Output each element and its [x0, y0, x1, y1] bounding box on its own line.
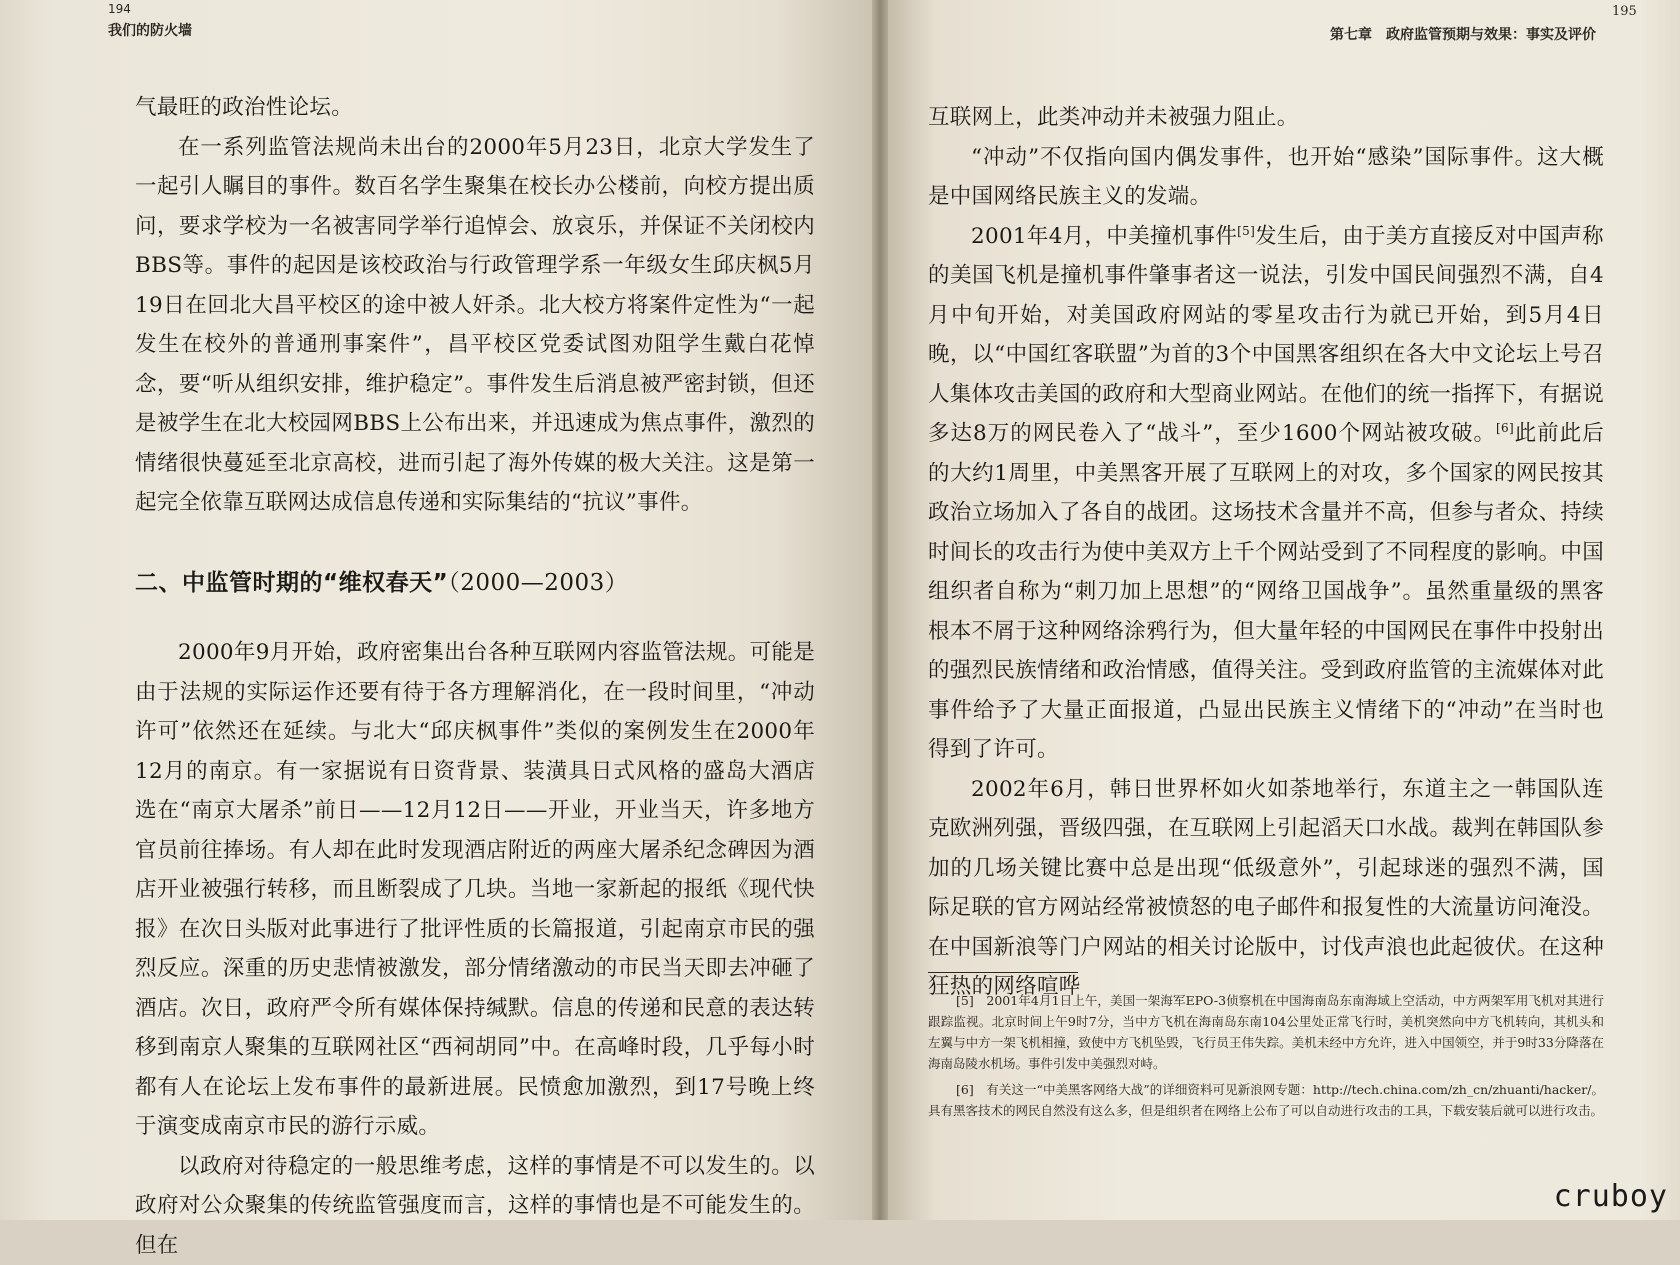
- paragraph: 2000年9月开始，政府密集出台各种互联网内容监管法规。可能是由于法规的实际运作还要有待于各方理解消化，在一段时间里，“冲动许可”依然还在延续。与北大“邱庆枫事件”类似的案例发生在2000年12月的南京。有一家据说有日资背景、装潢具日式风格的盛岛大酒店选在“南京大屠杀”前日——12月12日——开业，开业当天，许多地方官员前往捧场。有人却在此时发现酒店附近的两座大屠杀纪念碑因为酒店开业被强行转移，而且断裂成了几块。当地一家新起的报纸《现代快报》在次日头版对此事进行了批评性质的长篇报道，引起南京市民的强烈反应。深重的历史悲情被激发，部分情绪激动的市民当天即去冲砸了酒店。次日，政府严令所有媒体保持缄默。信息的传递和民意的表达转移到南京人聚集的互联网社区“西祠胡同”中。在高峰时段，几乎每小时都有人在论坛上发布事件的最新进展。民愤愈加激烈，到17号晚上终于演变成南京市民的游行示威。: [135, 633, 815, 1147]
- watermark: cruboy: [1554, 1179, 1668, 1214]
- right-body: [928, 98, 1604, 1007]
- paragraph: 互联网上，此类冲动并未被强力阻止。: [928, 98, 1604, 138]
- paragraph: 以政府对待稳定的一般思维考虑，这样的事情是不可以发生的。以政府对公众聚集的传统监管强度而言，这样的事情也是不可能发生的。但在: [135, 1147, 815, 1265]
- right-page-number: 195: [1612, 4, 1637, 19]
- footnote-ref-6[interactable]: [6]: [1496, 421, 1514, 435]
- section-heading-text: 二、中监管时期的“维权春天”: [135, 570, 448, 596]
- section-heading-years: （2000—2003）: [448, 570, 628, 596]
- right-running-title: 第七章 政府监管预期与效果：事实及评价: [1330, 24, 1596, 44]
- footnote-rule: [928, 972, 1078, 973]
- footnotes: [928, 990, 1604, 1126]
- footnote-6: [6] 有关这一“中美黑客网络大战”的详细资料可见新浪网专题：http://tech.china.com/zh_cn/zhuanti/hacker/。具有黑客技术的网民自然没有这么多，但是组织者在网络上公布了可以自动进行攻击的工具，下载安装后就可以进行攻击。: [928, 1079, 1604, 1121]
- left-page-number: 194: [108, 2, 131, 16]
- paragraph: 在一系列监管法规尚未出台的2000年5月23日，北京大学发生了一起引人瞩目的事件。数百名学生聚集在校长办公楼前，向校方提出质问，要求学校为一名被害同学举行追悼会、放哀乐，并保证不关闭校内BBS等。事件的起因是该校政治与行政管理学系一年级女生邱庆枫5月19日在回北大昌平校区的途中被人奸杀。北大校方将案件定性为“一起发生在校外的普通刑事案件”，昌平校区党委试图劝阻学生戴白花悼念，要“听从组织安排，维护稳定”。事件发生后消息被严密封锁，但还是被学生在北大校园网BBS上公布出来，并迅速成为焦点事件，激烈的情绪很快蔓延至北京高校，进而引起了海外传媒的极大关注。这是第一起完全依靠互联网达成信息传递和实际集结的“抗议”事件。: [135, 128, 815, 523]
- footnote-5: [5] 2001年4月1日上午，美国一架海军EPO-3侦察机在中国海南岛东南海域上空活动，中方两架军用飞机对其进行跟踪监视。北京时间上午9时7分，当中方飞机在海南岛东南104公里处正常飞行时，美机突然向中方飞机转向，其机头和左翼与中方一架飞机相撞，致使中方飞机坠毁，飞行员王伟失踪。美机未经中方允许，进入中国领空，并于9时33分降落在海南岛陵水机场。事件引发中美强烈对峙。: [928, 990, 1604, 1074]
- paragraph: “冲动”不仅指向国内偶发事件，也开始“感染”国际事件。这大概是中国网络民族主义的发端。: [928, 138, 1604, 217]
- paragraph-text: 2001年4月，中美撞机事件: [971, 224, 1237, 249]
- paragraph: 气最旺的政治性论坛。: [135, 88, 815, 128]
- paragraph: [928, 217, 1604, 770]
- footnote-ref-5[interactable]: [5]: [1237, 223, 1255, 237]
- paragraph-text: 此前此后的大约1周里，中美黑客开展了互联网上的对攻，多个国家的网民按其政治立场加入了各自的战团。这场技术含量并不高，但参与者众、持续时间长的攻击行为使中美双方上千个网站受到了不同程度的影响。中国组织者自称为“刺刀加上思想”的“网络卫国战争”。虽然重量级的黑客根本不屑于这种网络涂鸦行为，但大量年轻的中国网民在事件中投射出的强烈民族情绪和政治情感，值得关注。受到政府监管的主流媒体对此事件给予了大量正面报道，凸显出民族主义情绪下的“冲动”在当时也得到了许可。: [928, 421, 1604, 762]
- paragraph: 2002年6月，韩日世界杯如火如荼地举行，东道主之一韩国队连克欧洲列强，晋级四强，在互联网上引起滔天口水战。裁判在韩国队参加的几场关键比赛中总是出现“低级意外”，引起球迷的强烈不满，国际足联的官方网站经常被愤怒的电子邮件和报复性的大流量访问淹没。在中国新浪等门户网站的相关讨论版中，讨伐声浪也此起彼伏。在这种狂热的网络喧哗: [928, 770, 1604, 1007]
- left-running-title: 我们的防火墙: [108, 20, 192, 40]
- paragraph-text: 发生后，由于美方直接反对中国声称的美国飞机是撞机事件肇事者这一说法，引发中国民间强烈不满，自4月中旬开始，对美国政府网站的零星攻击行为就已开始，到5月4日晚，以“中国红客联盟”为首的3个中国黑客组织在各大中文论坛上号召人集体攻击美国的政府和大型商业网站。在他们的统一指挥下，有据说多达8万的网民卷入了“战斗”，至少1600个网站被攻破。: [928, 224, 1604, 447]
